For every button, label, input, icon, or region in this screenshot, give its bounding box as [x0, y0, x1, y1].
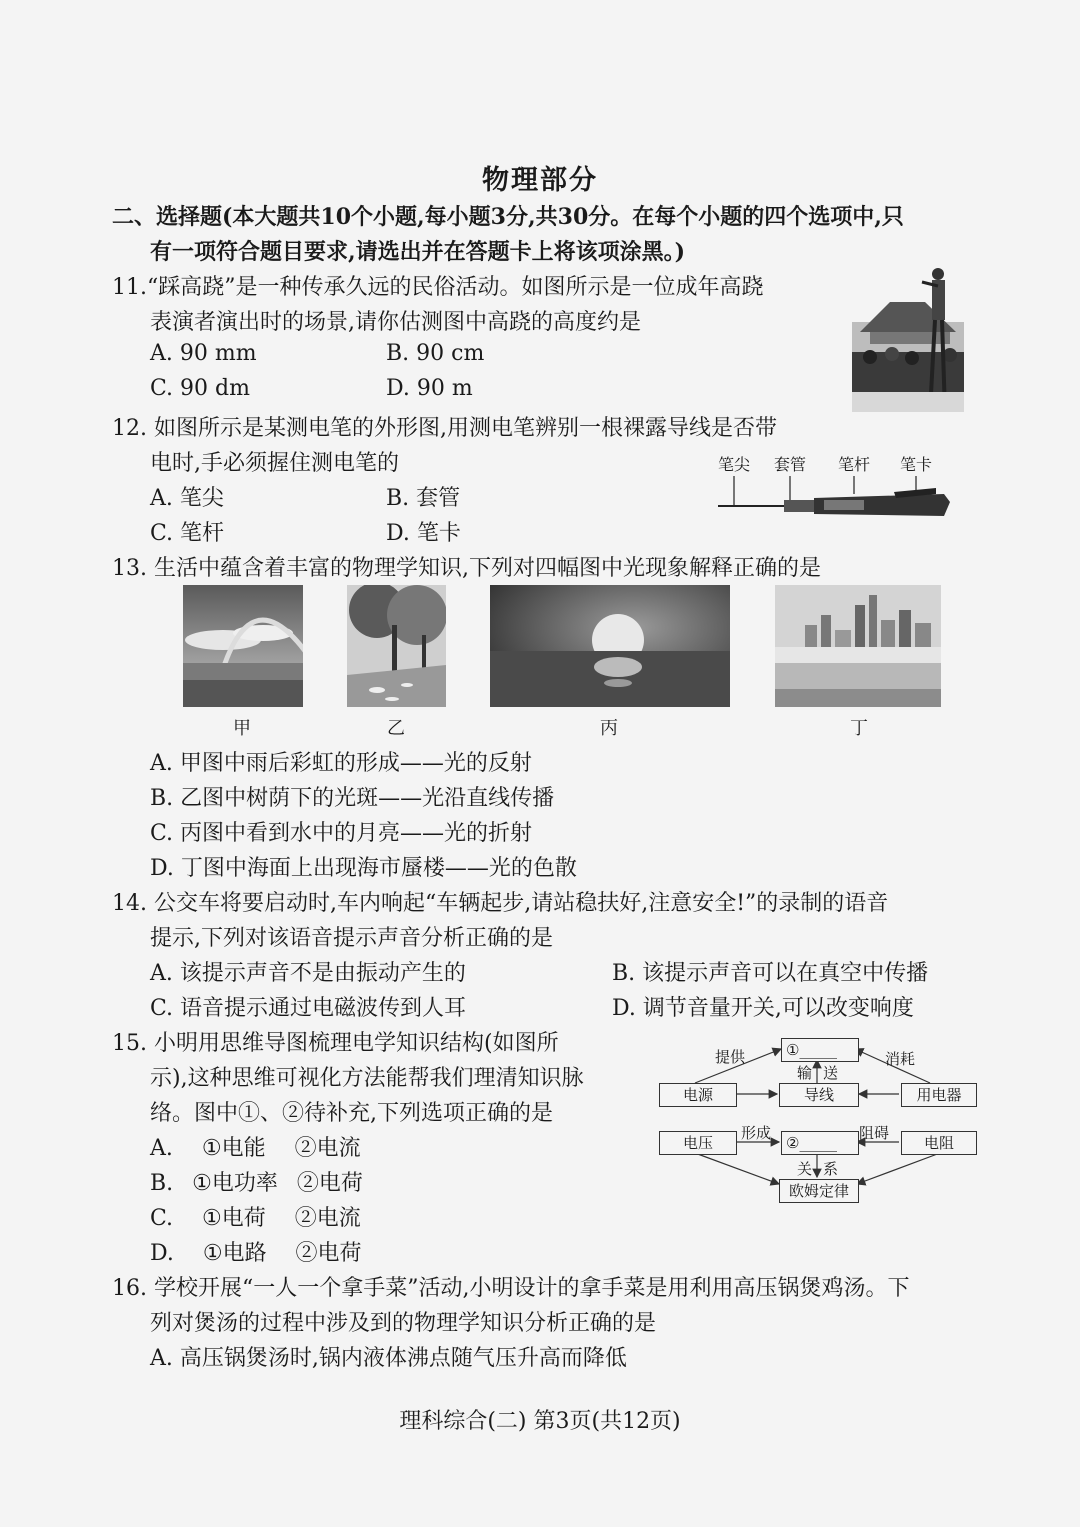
q12-stem-line1: 12. 如图所示是某测电笔的外形图,用测电笔辨别一根裸露导线是否带	[112, 416, 777, 441]
form-label: 形成	[741, 1124, 772, 1142]
q11-option-c: C. 90 dm	[150, 376, 250, 401]
q12-option-a: A. 笔尖	[150, 486, 224, 511]
caption-bing: 丙	[600, 718, 618, 739]
pen-sleeve-label: 套管	[774, 455, 807, 474]
q12-option-b: B. 套管	[386, 486, 461, 511]
q13-option-b: B. 乙图中树荫下的光斑——光沿直线传播	[150, 786, 555, 811]
transport-label-2: 送	[823, 1064, 839, 1082]
q15-option-a: A. ①电能 ②电流	[150, 1136, 361, 1161]
ohms-law-box: 欧姆定律	[779, 1179, 859, 1203]
section-heading-line1: 二、选择题(本大题共10个小题,每小题3分,共30分。在每个小题的四个选项中,只	[112, 204, 904, 230]
rainbow-photo	[183, 585, 303, 707]
q14-option-b: B. 该提示声音可以在真空中传播	[612, 961, 929, 986]
q15-stem-line2: 示),这种思维可视化方法能帮我们理清知识脉	[150, 1066, 584, 1091]
moon-reflection-photo	[490, 585, 730, 707]
blank-2-box: ②_____	[781, 1131, 859, 1155]
q13-option-a: A. 甲图中雨后彩虹的形成——光的反射	[150, 751, 532, 776]
q14-option-c: C. 语音提示通过电磁波传到人耳	[150, 996, 467, 1021]
resistance-box: 电阻	[901, 1131, 977, 1155]
blank-1-box: ①_____	[781, 1038, 859, 1062]
pen-tip-label: 笔尖	[718, 455, 751, 474]
provide-label: 提供	[715, 1048, 746, 1066]
q12-option-c: C. 笔杆	[150, 521, 225, 546]
q14-option-d: D. 调节音量开关,可以改变响度	[612, 996, 914, 1021]
q14-stem-line2: 提示,下列对该语音提示声音分析正确的是	[150, 926, 553, 951]
q14-stem-line1: 14. 公交车将要启动时,车内响起“车辆起步,请站稳扶好,注意安全!”的录制的语音	[112, 891, 889, 916]
q15-option-d: D. ①电路 ②电荷	[150, 1241, 362, 1266]
hinder-label: 阻碍	[859, 1124, 890, 1142]
electricity-mind-map	[655, 1034, 980, 1212]
q15-option-b: B. ①电功率 ②电荷	[150, 1171, 363, 1196]
q15-option-c: C. ①电荷 ②电流	[150, 1206, 361, 1231]
pen-body-label: 笔杆	[838, 455, 871, 474]
consume-label: 消耗	[885, 1050, 916, 1068]
page-footer: 理科综合(二) 第3页(共12页)	[399, 1409, 681, 1434]
q13-stem: 13. 生活中蕴含着丰富的物理学知识,下列对四幅图中光现象解释正确的是	[112, 556, 821, 581]
q12-option-d: D. 笔卡	[386, 521, 461, 546]
relation-label-2: 系	[823, 1160, 839, 1178]
pen-clip-label: 笔卡	[900, 455, 933, 474]
caption-jia: 甲	[233, 718, 251, 739]
q16-stem-line2: 列对煲汤的过程中涉及到的物理学知识分析正确的是	[150, 1311, 657, 1336]
power-source-box: 电源	[659, 1083, 737, 1107]
appliance-box: 用电器	[901, 1083, 977, 1107]
section-heading-line2: 有一项符合题目要求,请选出并在答题卡上将该项涂黑。)	[150, 239, 686, 265]
q15-stem-line1: 15. 小明用思维导图梳理电学知识结构(如图所	[112, 1031, 559, 1056]
q11-option-d: D. 90 m	[386, 376, 473, 401]
relation-label-1: 关	[797, 1160, 813, 1178]
caption-yi: 乙	[387, 718, 405, 739]
voltage-box: 电压	[659, 1131, 737, 1155]
q11-stem-line2: 表演者演出时的场景,请你估测图中高跷的高度约是	[150, 310, 641, 335]
q13-option-c: C. 丙图中看到水中的月亮——光的折射	[150, 821, 533, 846]
q14-option-a: A. 该提示声音不是由振动产生的	[150, 961, 466, 986]
tree-shade-photo	[347, 585, 446, 707]
q16-stem-line1: 16. 学校开展“一人一个拿手菜”活动,小明设计的拿手菜是用利用高压锅煲鸡汤。下	[112, 1276, 910, 1301]
q16-option-a: A. 高压锅煲汤时,锅内液体沸点随气压升高而降低	[150, 1346, 627, 1371]
mirage-photo	[775, 585, 941, 707]
q11-option-a: A. 90 mm	[150, 341, 257, 366]
q11-option-b: B. 90 cm	[386, 341, 485, 366]
q11-stem-line1: 11.“踩高跷”是一种传承久远的民俗活动。如图所示是一位成年高跷	[112, 275, 764, 300]
transport-label-1: 输	[797, 1064, 813, 1082]
q12-stem-line2: 电时,手必须握住测电笔的	[150, 451, 399, 476]
page-title: 物理部分	[482, 165, 598, 196]
q13-option-d: D. 丁图中海面上出现海市蜃楼——光的色散	[150, 856, 577, 881]
caption-ding: 丁	[850, 718, 868, 739]
test-pen-diagram	[714, 452, 954, 524]
wire-box: 导线	[779, 1083, 859, 1107]
q15-stem-line3: 络。图中①、②待补充,下列选项正确的是	[150, 1101, 553, 1126]
stilt-walker-photo	[850, 262, 966, 412]
